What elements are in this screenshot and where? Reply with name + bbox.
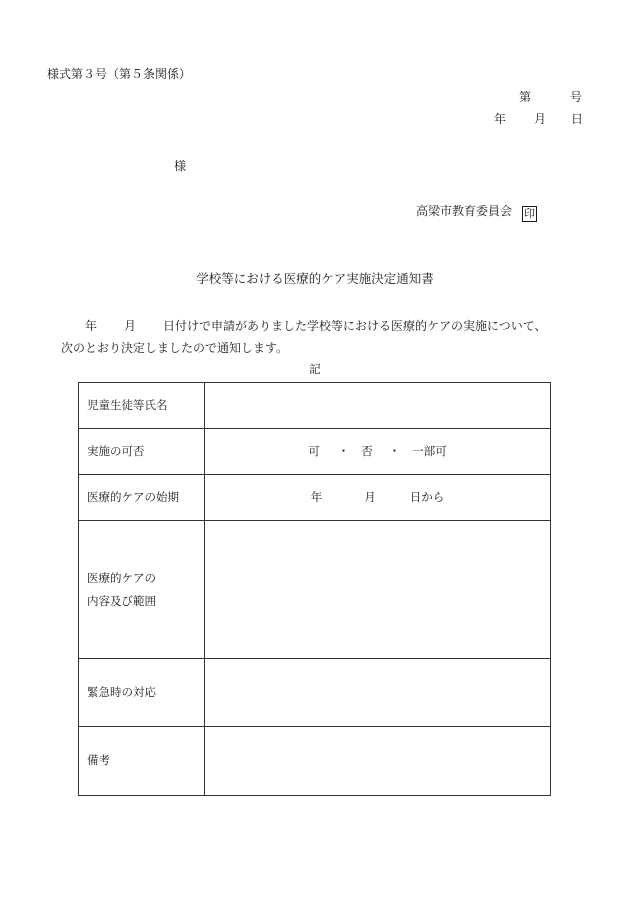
row-content: [79, 521, 551, 659]
implementation-options: [205, 429, 551, 475]
option-dot-2: ・: [388, 443, 401, 458]
start-label: 医療的ケアの始期: [79, 475, 205, 521]
student-name-label: 児童生徒等氏名: [79, 383, 205, 429]
seal-mark: 印: [524, 207, 536, 220]
row-implementation: [79, 429, 551, 475]
document-title: 学校等における医療的ケア実施決定通知書: [196, 271, 434, 286]
doc-no-prefix: 第: [519, 90, 532, 104]
date-year: 年: [494, 112, 507, 126]
implementation-label: 実施の可否: [79, 429, 205, 475]
issuer-block: [416, 205, 537, 222]
start-day-from: 日から: [409, 489, 445, 504]
remarks-label: 備考: [79, 727, 205, 796]
option-dot-1: ・: [337, 443, 350, 458]
student-name-value: [205, 383, 551, 429]
doc-no-suffix: 号: [570, 90, 583, 104]
body-line1-text: 日付けで申請がありました学校等における医療的ケアの実施について、: [163, 319, 547, 333]
option-partial: 一部可: [412, 443, 447, 458]
start-month: 月: [364, 489, 376, 504]
notice-table: [78, 382, 551, 796]
emergency-value: [205, 659, 551, 727]
option-no: 否: [361, 443, 373, 458]
start-year: 年: [310, 489, 323, 504]
emergency-label: 緊急時の対応: [79, 659, 205, 727]
start-value: [205, 475, 551, 521]
date-day: 日: [571, 112, 584, 126]
body-line-1: [85, 320, 547, 332]
content-value: [205, 521, 551, 659]
row-start: [79, 475, 551, 521]
remarks-value: [205, 727, 551, 796]
form-number: 様式第３号（第５条関係）: [47, 67, 192, 81]
row-emergency: [79, 659, 551, 727]
content-label-line-1: 医療的ケアの: [87, 570, 156, 585]
body-month: 月: [124, 319, 137, 333]
body-line-2: 次のとおり決定しましたので通知します。: [61, 341, 289, 355]
content-label: [79, 521, 205, 659]
date-month: 月: [534, 112, 547, 126]
issuer-name: 高梁市教育委員会: [416, 204, 513, 218]
body-year: 年: [85, 319, 98, 333]
row-remarks: [79, 727, 551, 796]
option-yes: 可: [308, 443, 320, 458]
row-student-name: [79, 383, 551, 429]
content-label-line-2: 内容及び範囲: [87, 593, 156, 608]
recipient: 様: [174, 159, 187, 173]
ki-heading: 記: [309, 362, 321, 376]
